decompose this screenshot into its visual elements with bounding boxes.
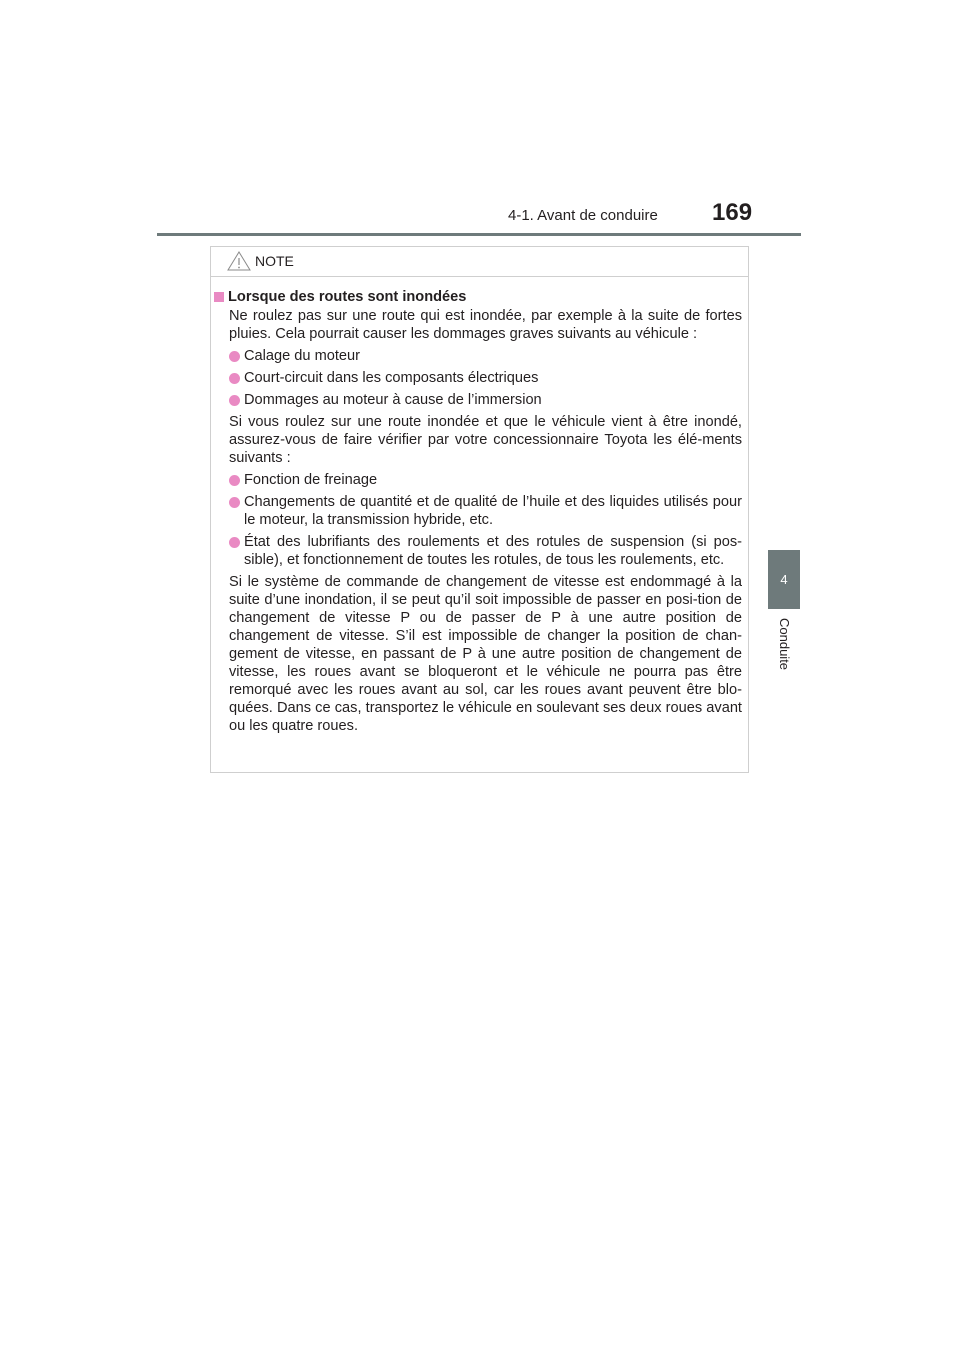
note-body xyxy=(214,288,742,739)
list-item xyxy=(214,493,742,529)
square-bullet-icon xyxy=(214,292,224,302)
bullet-dot-icon xyxy=(229,395,240,406)
bullet-dot-icon xyxy=(229,351,240,362)
list-item-text: Changements de quantité et de qualité de l’huile et des liquides utilisés pour le moteur, la transmission hybride, etc. xyxy=(244,494,742,528)
warning-icon xyxy=(227,251,251,271)
note-closing: Si le système de commande de changement de vitesse est endommagé à la suite d’une inondation, il se peut qu’il soit impossible de passer en posi-tion de changement de vitesse P ou de passer de P à une autre position de changement de vitesse. S’il est impossible de changer la position de chan-gement de vitesse, en passant de P à une autre position de changement de vitesse, les roues avant se bloqueront et le véhicule ne pourra pas être remorqué avec les roues avant au sol, car les roues avant peuvent être blo-quées. Dans ce cas, transportez le véhicule en soulevant ses deux roues avant ou les quatre roues. xyxy=(229,574,742,734)
bullet-dot-icon xyxy=(229,475,240,486)
note-title-text: Lorsque des routes sont inondées xyxy=(228,289,467,305)
list-item-text: Dommages au moteur à cause de l’immersion xyxy=(244,392,542,408)
list-item-text: État des lubrifiants des roulements et des rotules de suspension (si pos-sible), et fonctionnement de toutes les rotules, de tous les roulements, etc. xyxy=(244,534,742,568)
page-number: 169 xyxy=(712,199,753,226)
bullet-dot-icon xyxy=(229,497,240,508)
chapter-label: Conduite xyxy=(777,618,792,671)
chapter-tab: 4 xyxy=(768,550,800,609)
note-box xyxy=(210,246,749,773)
list-item-text: Fonction de freinage xyxy=(244,472,378,488)
header-rule xyxy=(157,233,801,236)
note-header xyxy=(211,247,748,277)
list-item xyxy=(214,391,742,409)
note-middle: Si vous roulez sur une route inondée et que le véhicule vient à être inondé, assurez-vous de faire vérifier par votre concessionnaire Toyota les élé-ments suivants : xyxy=(229,414,742,466)
note-label: NOTE xyxy=(255,253,294,269)
list-item-text: Calage du moteur xyxy=(244,348,361,364)
list-item-text: Court-circuit dans les composants électriques xyxy=(244,370,539,386)
bullet-dot-icon xyxy=(229,537,240,548)
list-item xyxy=(214,471,742,489)
bullet-dot-icon xyxy=(229,373,240,384)
list-item xyxy=(214,369,742,387)
list-item xyxy=(214,347,742,365)
list-item xyxy=(214,533,742,569)
section-title: 4-1. Avant de conduire xyxy=(508,207,658,224)
note-title xyxy=(214,288,742,306)
note-intro: Ne roulez pas sur une route qui est inondée, par exemple à la suite de fortes pluies. Cela pourrait causer les dommages graves suivants au véhicule : xyxy=(229,308,742,342)
